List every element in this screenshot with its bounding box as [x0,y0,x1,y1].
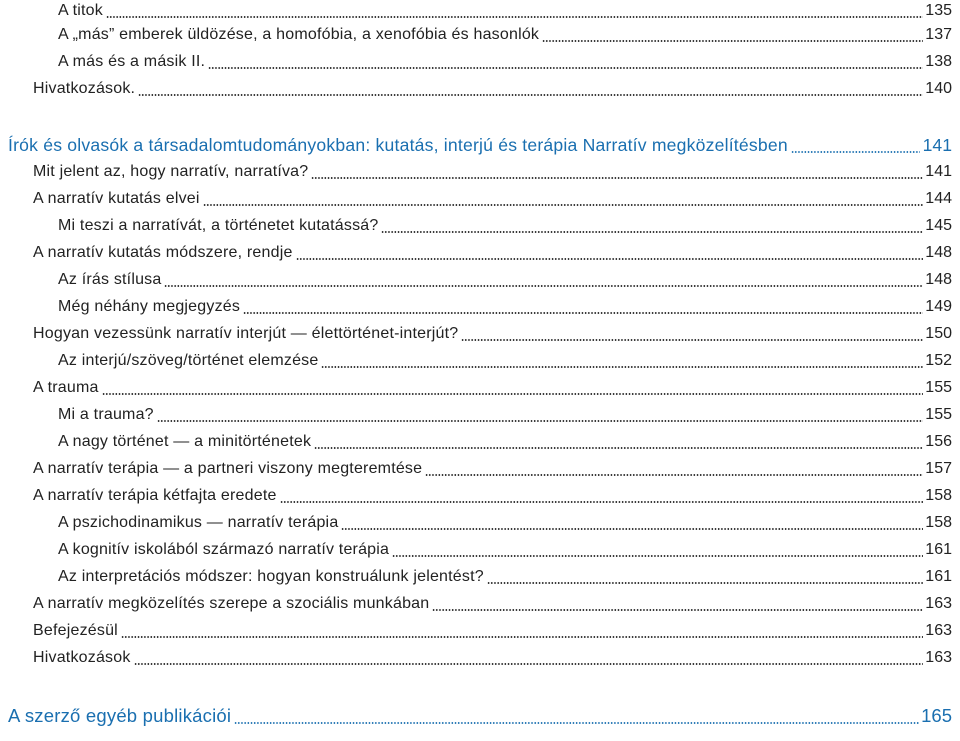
toc-entry[interactable] [0,620,960,642]
toc-dot-leader [432,609,922,611]
toc-entry-page: 155 [925,379,952,396]
toc-entry-title: A nagy történet — a minitörténetek [58,433,312,450]
toc-entry-page: 161 [925,568,952,585]
toc-entry-title: A szerző egyéb publikációi [8,705,232,726]
toc-dot-leader [296,258,923,260]
toc-entry[interactable] [0,593,960,615]
toc-entry-page: 149 [925,298,952,315]
toc-entry-title: Befejezésül [33,622,118,639]
toc-entry[interactable] [0,705,960,727]
toc-dot-leader [381,231,922,233]
toc-dot-leader [203,204,923,206]
toc-dot-leader [208,67,923,69]
toc-entry-title: Még néhány megjegyzés [58,298,241,315]
toc-entry-page: 148 [925,271,952,288]
toc-dot-leader [234,722,918,724]
toc-dot-leader [791,151,920,153]
toc-entry-page: 135 [925,2,952,19]
toc-entry-page: 163 [925,595,952,612]
toc-entry-title: A trauma [33,379,99,396]
toc-entry[interactable] [0,242,960,264]
toc-dot-leader [542,40,923,42]
toc-entry-title: A pszichodinamikus — narratív terápia [58,514,339,531]
toc-dot-leader [311,177,922,179]
toc-entry-title: A kognitív iskolából származó narratív terápia [58,541,390,558]
toc-entry-page: 141 [922,135,952,155]
toc-entry-page: 141 [925,163,952,180]
toc-entry-page: 137 [925,26,952,43]
toc-entry[interactable] [0,323,960,345]
toc-entry-title: Hivatkozások [33,649,131,666]
toc-entry[interactable] [0,512,960,534]
toc-dot-leader [102,393,923,395]
toc-entry[interactable] [0,377,960,399]
toc-entry[interactable] [0,0,960,22]
toc-entry-title: A narratív megközelítés szerepe a szociális munkában [33,595,430,612]
toc-dot-leader [106,16,923,18]
toc-entry-page: 150 [925,325,952,342]
toc-dot-leader [321,366,922,368]
toc-entry-page: 145 [925,217,952,234]
toc-entry[interactable] [0,350,960,372]
toc-dot-leader [157,420,923,422]
toc-entry[interactable] [0,215,960,237]
toc-entry-page: 152 [925,352,952,369]
toc-dot-leader [243,312,923,314]
toc-entry[interactable] [0,269,960,291]
toc-dot-leader [314,447,923,449]
toc-dot-leader [487,582,923,584]
toc-entry-title: A narratív kutatás módszere, rendje [33,244,293,261]
toc-entry[interactable] [0,566,960,588]
toc-entry[interactable] [0,647,960,669]
toc-entry-page: 165 [921,705,952,726]
toc-entry-page: 144 [925,190,952,207]
toc-dot-leader [134,663,923,665]
toc-entry-title: Írók és olvasók a társadalomtudományokban: kutatás, interjú és terápia Narratív megközelítésben [8,135,788,155]
toc-entry-page: 148 [925,244,952,261]
toc-entry[interactable] [0,296,960,318]
toc-entry-page: 140 [925,80,952,97]
toc-entry-title: A „más” emberek üldözése, a homofóbia, a xenofóbia és hasonlók [58,26,540,43]
toc-entry[interactable] [0,24,960,46]
toc-entry-page: 161 [925,541,952,558]
toc-entry-page: 163 [925,622,952,639]
toc-entry[interactable] [0,78,960,100]
toc-entry-page: 156 [925,433,952,450]
toc-entry-title: A narratív kutatás elvei [33,190,200,207]
toc-entry[interactable] [0,51,960,73]
toc-dot-leader [121,636,923,638]
toc-entry-page: 163 [925,649,952,666]
toc-entry-title: Mi teszi a narratívát, a történetet kutatássá? [58,217,379,234]
toc-entry-page: 158 [925,514,952,531]
toc-dot-leader [392,555,923,557]
toc-entry-page: 155 [925,406,952,423]
toc-entry[interactable] [0,431,960,453]
toc-entry-page: 158 [925,487,952,504]
toc-entry-title: Hivatkozások. [33,80,136,97]
toc-dot-leader [164,285,922,287]
toc-entry-title: Hogyan vezessünk narratív interjút — élettörténet-interjút? [33,325,459,342]
toc-entry-title: A narratív terápia — a partneri viszony megteremtése [33,460,423,477]
toc-entry-title: Az interjú/szöveg/történet elemzése [58,352,319,369]
toc-entry-title: Az interpretációs módszer: hogyan konstruálunk jelentést? [58,568,484,585]
toc-dot-leader [425,474,922,476]
toc-entry[interactable] [0,188,960,210]
toc-entry-title: A más és a másik II. [58,53,206,70]
toc-entry[interactable] [0,161,960,183]
toc-entry-title: Mi a trauma? [58,406,154,423]
toc-entry[interactable] [0,404,960,426]
toc-entry[interactable] [0,539,960,561]
toc-entry-title: Az írás stílusa [58,271,162,288]
toc-entry[interactable] [0,134,960,156]
toc-dot-leader [461,339,922,341]
toc-entry-title: A titok [58,2,103,19]
toc-entry-title: Mit jelent az, hogy narratív, narratíva? [33,163,309,180]
toc-dot-leader [138,94,923,96]
toc-entry[interactable] [0,458,960,480]
toc-entry[interactable] [0,485,960,507]
toc-entry-page: 138 [925,53,952,70]
toc-entry-title: A narratív terápia kétfajta eredete [33,487,277,504]
toc-entry-page: 157 [925,460,952,477]
toc-dot-leader [280,501,923,503]
toc-dot-leader [341,528,922,530]
